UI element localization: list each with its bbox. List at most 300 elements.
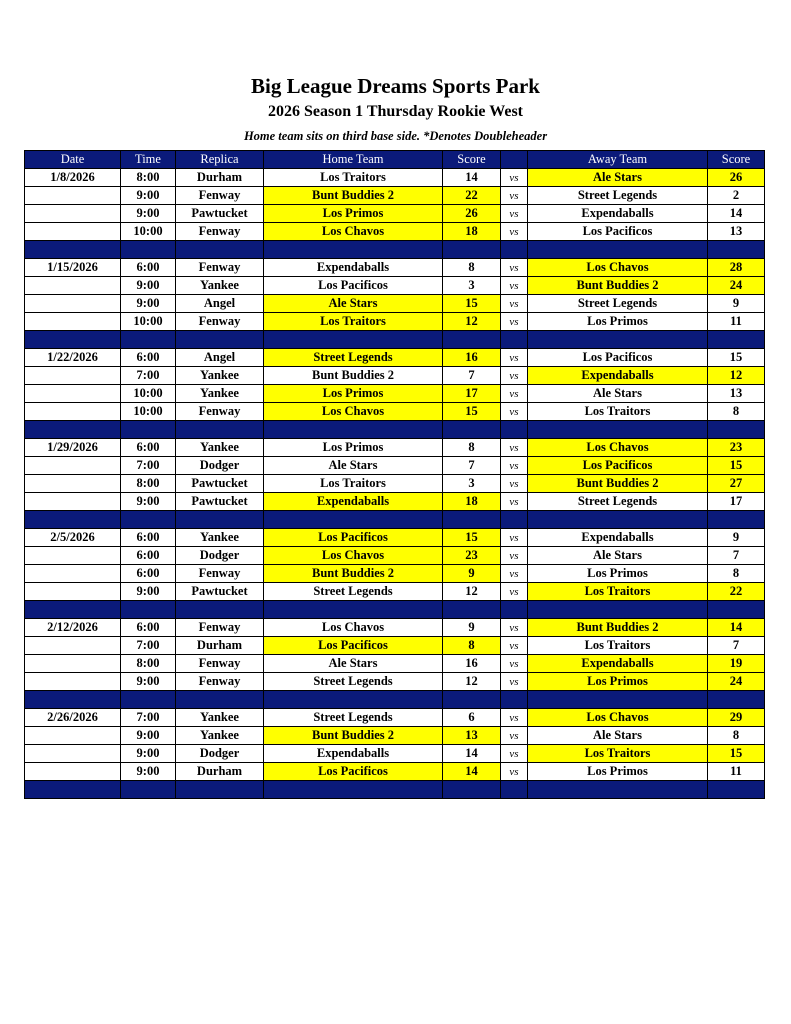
time-cell: 9:00 <box>121 277 176 295</box>
date-cell <box>25 187 121 205</box>
home-score-cell: 23 <box>443 547 501 565</box>
away-team-cell: Expendaballs <box>528 529 708 547</box>
time-cell: 7:00 <box>121 709 176 727</box>
away-team-cell: Los Primos <box>528 313 708 331</box>
separator-cell <box>25 511 121 529</box>
time-cell: 6:00 <box>121 547 176 565</box>
table-row <box>25 493 765 511</box>
time-cell: 6:00 <box>121 529 176 547</box>
away-score-cell: 2 <box>708 187 765 205</box>
separator-cell <box>176 511 264 529</box>
table-row <box>25 349 765 367</box>
table-row <box>25 205 765 223</box>
date-cell <box>25 763 121 781</box>
table-row <box>25 565 765 583</box>
away-team-cell: Ale Stars <box>528 169 708 187</box>
document-subtitle: 2026 Season 1 Thursday Rookie West <box>267 103 523 120</box>
away-score-cell: 8 <box>708 403 765 421</box>
vs-cell: vs <box>501 187 528 205</box>
time-cell: 7:00 <box>121 637 176 655</box>
home-score-cell: 13 <box>443 727 501 745</box>
vs-cell: vs <box>501 169 528 187</box>
away-score-cell: 22 <box>708 583 765 601</box>
vs-cell: vs <box>501 709 528 727</box>
separator-cell <box>528 781 708 799</box>
away-score-cell: 24 <box>708 277 765 295</box>
home-team-cell: Bunt Buddies 2 <box>264 565 443 583</box>
separator-cell <box>501 331 528 349</box>
home-score-cell: 18 <box>443 223 501 241</box>
separator-cell <box>25 331 121 349</box>
home-team-cell: Los Chavos <box>264 547 443 565</box>
home-score-cell: 14 <box>443 763 501 781</box>
away-score-cell: 15 <box>708 457 765 475</box>
table-row <box>25 367 765 385</box>
replica-cell: Fenway <box>176 403 264 421</box>
away-score-cell: 27 <box>708 475 765 493</box>
home-score-cell: 9 <box>443 619 501 637</box>
time-cell: 10:00 <box>121 403 176 421</box>
home-team-cell: Los Primos <box>264 385 443 403</box>
date-cell <box>25 475 121 493</box>
separator-cell <box>264 511 443 529</box>
date-cell <box>25 673 121 691</box>
separator-cell <box>708 601 765 619</box>
time-cell: 10:00 <box>121 313 176 331</box>
away-team-cell: Ale Stars <box>528 547 708 565</box>
date-cell: 1/8/2026 <box>25 169 121 187</box>
date-cell <box>25 367 121 385</box>
column-header-away-score: Score <box>708 151 765 169</box>
replica-cell: Pawtucket <box>176 583 264 601</box>
time-cell: 6:00 <box>121 619 176 637</box>
time-cell: 10:00 <box>121 385 176 403</box>
date-cell: 1/22/2026 <box>25 349 121 367</box>
home-team-cell: Street Legends <box>264 583 443 601</box>
home-score-cell: 15 <box>443 295 501 313</box>
separator-cell <box>528 601 708 619</box>
vs-cell: vs <box>501 565 528 583</box>
time-cell: 6:00 <box>121 259 176 277</box>
vs-cell: vs <box>501 583 528 601</box>
home-score-cell: 14 <box>443 745 501 763</box>
replica-cell: Yankee <box>176 709 264 727</box>
separator-cell <box>264 241 443 259</box>
home-score-cell: 16 <box>443 349 501 367</box>
date-cell <box>25 565 121 583</box>
time-cell: 7:00 <box>121 457 176 475</box>
away-score-cell: 14 <box>708 205 765 223</box>
separator-cell <box>121 601 176 619</box>
date-cell <box>25 547 121 565</box>
replica-cell: Fenway <box>176 673 264 691</box>
away-team-cell: Expendaballs <box>528 205 708 223</box>
away-team-cell: Bunt Buddies 2 <box>528 277 708 295</box>
separator-cell <box>708 421 765 439</box>
date-cell <box>25 493 121 511</box>
table-row <box>25 385 765 403</box>
separator-cell <box>708 331 765 349</box>
separator-cell <box>121 511 176 529</box>
separator-cell <box>501 781 528 799</box>
home-score-cell: 17 <box>443 385 501 403</box>
home-score-cell: 26 <box>443 205 501 223</box>
date-cell <box>25 205 121 223</box>
time-cell: 7:00 <box>121 367 176 385</box>
home-score-cell: 7 <box>443 367 501 385</box>
week-separator-row <box>25 241 765 259</box>
home-score-cell: 15 <box>443 529 501 547</box>
home-score-cell: 7 <box>443 457 501 475</box>
vs-cell: vs <box>501 223 528 241</box>
home-score-cell: 15 <box>443 403 501 421</box>
replica-cell: Yankee <box>176 727 264 745</box>
separator-cell <box>708 691 765 709</box>
replica-cell: Fenway <box>176 187 264 205</box>
time-cell: 6:00 <box>121 349 176 367</box>
away-team-cell: Los Primos <box>528 763 708 781</box>
column-header-replica: Replica <box>176 151 264 169</box>
vs-cell: vs <box>501 457 528 475</box>
vs-cell: vs <box>501 655 528 673</box>
time-cell: 8:00 <box>121 655 176 673</box>
date-cell: 2/26/2026 <box>25 709 121 727</box>
away-score-cell: 9 <box>708 295 765 313</box>
date-cell <box>25 745 121 763</box>
date-cell: 1/15/2026 <box>25 259 121 277</box>
week-separator-row <box>25 691 765 709</box>
separator-cell <box>121 241 176 259</box>
table-row <box>25 313 765 331</box>
separator-cell <box>443 691 501 709</box>
separator-cell <box>708 781 765 799</box>
separator-cell <box>528 421 708 439</box>
away-team-cell: Street Legends <box>528 493 708 511</box>
date-cell <box>25 457 121 475</box>
table-row <box>25 745 765 763</box>
away-score-cell: 26 <box>708 169 765 187</box>
vs-cell: vs <box>501 439 528 457</box>
away-team-cell: Los Pacificos <box>528 457 708 475</box>
vs-cell: vs <box>501 637 528 655</box>
replica-cell: Fenway <box>176 259 264 277</box>
week-separator-row <box>25 511 765 529</box>
home-score-cell: 3 <box>443 475 501 493</box>
home-score-cell: 8 <box>443 259 501 277</box>
separator-cell <box>528 691 708 709</box>
replica-cell: Yankee <box>176 439 264 457</box>
column-header-date: Date <box>25 151 121 169</box>
table-row <box>25 223 765 241</box>
replica-cell: Fenway <box>176 619 264 637</box>
home-team-cell: Ale Stars <box>264 655 443 673</box>
away-score-cell: 7 <box>708 547 765 565</box>
replica-cell: Yankee <box>176 367 264 385</box>
away-score-cell: 23 <box>708 439 765 457</box>
date-cell <box>25 295 121 313</box>
table-row <box>25 619 765 637</box>
away-team-cell: Bunt Buddies 2 <box>528 475 708 493</box>
separator-cell <box>264 421 443 439</box>
away-score-cell: 19 <box>708 655 765 673</box>
separator-cell <box>501 601 528 619</box>
separator-cell <box>264 331 443 349</box>
time-cell: 9:00 <box>121 295 176 313</box>
replica-cell: Pawtucket <box>176 493 264 511</box>
away-score-cell: 14 <box>708 619 765 637</box>
table-row <box>25 637 765 655</box>
home-team-cell: Street Legends <box>264 349 443 367</box>
date-cell <box>25 403 121 421</box>
schedule-body <box>25 169 765 799</box>
vs-cell: vs <box>501 547 528 565</box>
separator-cell <box>25 691 121 709</box>
separator-cell <box>176 781 264 799</box>
vs-cell: vs <box>501 493 528 511</box>
time-cell: 10:00 <box>121 223 176 241</box>
column-header-home-score: Score <box>443 151 501 169</box>
table-row <box>25 655 765 673</box>
separator-cell <box>176 601 264 619</box>
table-row <box>25 583 765 601</box>
home-score-cell: 14 <box>443 169 501 187</box>
table-row <box>25 529 765 547</box>
table-row <box>25 439 765 457</box>
vs-cell: vs <box>501 727 528 745</box>
separator-cell <box>528 331 708 349</box>
vs-cell: vs <box>501 349 528 367</box>
replica-cell: Angel <box>176 349 264 367</box>
home-team-cell: Los Chavos <box>264 223 443 241</box>
separator-cell <box>176 691 264 709</box>
column-header-home-team: Home Team <box>264 151 443 169</box>
home-team-cell: Ale Stars <box>264 457 443 475</box>
replica-cell: Yankee <box>176 277 264 295</box>
replica-cell: Angel <box>176 295 264 313</box>
home-score-cell: 22 <box>443 187 501 205</box>
separator-cell <box>264 691 443 709</box>
home-score-cell: 8 <box>443 637 501 655</box>
away-score-cell: 13 <box>708 385 765 403</box>
separator-cell <box>443 601 501 619</box>
vs-cell: vs <box>501 403 528 421</box>
vs-cell: vs <box>501 295 528 313</box>
date-cell <box>25 385 121 403</box>
away-team-cell: Los Traitors <box>528 745 708 763</box>
separator-cell <box>443 781 501 799</box>
home-team-cell: Los Chavos <box>264 403 443 421</box>
away-team-cell: Los Pacificos <box>528 349 708 367</box>
separator-cell <box>528 511 708 529</box>
home-team-cell: Los Chavos <box>264 619 443 637</box>
away-team-cell: Expendaballs <box>528 655 708 673</box>
date-cell: 1/29/2026 <box>25 439 121 457</box>
away-score-cell: 7 <box>708 637 765 655</box>
document-title: Big League Dreams Sports Park <box>251 74 540 98</box>
away-team-cell: Los Traitors <box>528 403 708 421</box>
replica-cell: Dodger <box>176 745 264 763</box>
replica-cell: Fenway <box>176 565 264 583</box>
away-team-cell: Expendaballs <box>528 367 708 385</box>
week-separator-row <box>25 331 765 349</box>
replica-cell: Durham <box>176 637 264 655</box>
table-row <box>25 169 765 187</box>
table-row <box>25 187 765 205</box>
separator-cell <box>501 691 528 709</box>
home-score-cell: 12 <box>443 313 501 331</box>
time-cell: 9:00 <box>121 205 176 223</box>
separator-cell <box>708 241 765 259</box>
away-score-cell: 28 <box>708 259 765 277</box>
separator-cell <box>443 241 501 259</box>
separator-cell <box>25 421 121 439</box>
away-team-cell: Los Chavos <box>528 439 708 457</box>
table-row <box>25 277 765 295</box>
separator-cell <box>121 781 176 799</box>
time-cell: 9:00 <box>121 493 176 511</box>
replica-cell: Pawtucket <box>176 205 264 223</box>
home-team-cell: Los Pacificos <box>264 763 443 781</box>
separator-cell <box>121 331 176 349</box>
replica-cell: Fenway <box>176 223 264 241</box>
vs-cell: vs <box>501 529 528 547</box>
date-cell <box>25 637 121 655</box>
vs-cell: vs <box>501 313 528 331</box>
table-row <box>25 457 765 475</box>
vs-cell: vs <box>501 277 528 295</box>
time-cell: 9:00 <box>121 745 176 763</box>
separator-cell <box>443 331 501 349</box>
home-team-cell: Street Legends <box>264 673 443 691</box>
away-score-cell: 24 <box>708 673 765 691</box>
table-row <box>25 709 765 727</box>
away-team-cell: Street Legends <box>528 187 708 205</box>
separator-cell <box>25 241 121 259</box>
home-team-cell: Ale Stars <box>264 295 443 313</box>
home-score-cell: 8 <box>443 439 501 457</box>
away-team-cell: Los Chavos <box>528 259 708 277</box>
replica-cell: Dodger <box>176 547 264 565</box>
home-team-cell: Los Pacificos <box>264 529 443 547</box>
away-team-cell: Bunt Buddies 2 <box>528 619 708 637</box>
separator-cell <box>501 421 528 439</box>
home-team-cell: Los Traitors <box>264 313 443 331</box>
time-cell: 8:00 <box>121 169 176 187</box>
separator-cell <box>501 241 528 259</box>
document-note: Home team sits on third base side. *Denotes Doubleheader <box>243 129 548 143</box>
home-team-cell: Expendaballs <box>264 493 443 511</box>
away-team-cell: Ale Stars <box>528 385 708 403</box>
away-team-cell: Los Primos <box>528 565 708 583</box>
time-cell: 9:00 <box>121 187 176 205</box>
home-team-cell: Los Traitors <box>264 169 443 187</box>
separator-cell <box>176 241 264 259</box>
table-row <box>25 763 765 781</box>
separator-cell <box>443 511 501 529</box>
away-score-cell: 15 <box>708 349 765 367</box>
home-team-cell: Expendaballs <box>264 259 443 277</box>
away-score-cell: 29 <box>708 709 765 727</box>
vs-cell: vs <box>501 745 528 763</box>
time-cell: 9:00 <box>121 673 176 691</box>
date-cell <box>25 313 121 331</box>
vs-cell: vs <box>501 475 528 493</box>
column-header-vs <box>501 151 528 169</box>
time-cell: 9:00 <box>121 763 176 781</box>
vs-cell: vs <box>501 205 528 223</box>
replica-cell: Durham <box>176 169 264 187</box>
vs-cell: vs <box>501 619 528 637</box>
home-team-cell: Bunt Buddies 2 <box>264 367 443 385</box>
away-team-cell: Los Pacificos <box>528 223 708 241</box>
home-score-cell: 16 <box>443 655 501 673</box>
home-score-cell: 3 <box>443 277 501 295</box>
table-row <box>25 403 765 421</box>
away-score-cell: 11 <box>708 313 765 331</box>
home-score-cell: 9 <box>443 565 501 583</box>
home-team-cell: Los Pacificos <box>264 277 443 295</box>
week-separator-row <box>25 781 765 799</box>
away-score-cell: 9 <box>708 529 765 547</box>
home-team-cell: Los Primos <box>264 439 443 457</box>
date-cell <box>25 223 121 241</box>
separator-cell <box>708 511 765 529</box>
time-cell: 6:00 <box>121 565 176 583</box>
date-cell: 2/5/2026 <box>25 529 121 547</box>
separator-cell <box>25 781 121 799</box>
home-team-cell: Street Legends <box>264 709 443 727</box>
home-score-cell: 12 <box>443 583 501 601</box>
away-team-cell: Los Traitors <box>528 637 708 655</box>
date-cell <box>25 655 121 673</box>
home-team-cell: Los Pacificos <box>264 637 443 655</box>
away-score-cell: 15 <box>708 745 765 763</box>
column-header-away-team: Away Team <box>528 151 708 169</box>
separator-cell <box>443 421 501 439</box>
separator-cell <box>501 511 528 529</box>
separator-cell <box>528 241 708 259</box>
home-score-cell: 18 <box>443 493 501 511</box>
replica-cell: Fenway <box>176 655 264 673</box>
separator-cell <box>121 691 176 709</box>
replica-cell: Yankee <box>176 529 264 547</box>
week-separator-row <box>25 421 765 439</box>
time-cell: 9:00 <box>121 727 176 745</box>
away-team-cell: Los Chavos <box>528 709 708 727</box>
vs-cell: vs <box>501 367 528 385</box>
away-score-cell: 11 <box>708 763 765 781</box>
separator-cell <box>264 601 443 619</box>
vs-cell: vs <box>501 763 528 781</box>
away-team-cell: Street Legends <box>528 295 708 313</box>
vs-cell: vs <box>501 673 528 691</box>
away-team-cell: Los Traitors <box>528 583 708 601</box>
table-row <box>25 295 765 313</box>
away-team-cell: Los Primos <box>528 673 708 691</box>
date-cell <box>25 583 121 601</box>
home-score-cell: 12 <box>443 673 501 691</box>
replica-cell: Durham <box>176 763 264 781</box>
date-cell <box>25 277 121 295</box>
date-cell <box>25 727 121 745</box>
separator-cell <box>264 781 443 799</box>
schedule-table <box>24 150 765 799</box>
column-header-time: Time <box>121 151 176 169</box>
away-team-cell: Ale Stars <box>528 727 708 745</box>
table-row <box>25 475 765 493</box>
home-team-cell: Bunt Buddies 2 <box>264 187 443 205</box>
date-cell: 2/12/2026 <box>25 619 121 637</box>
